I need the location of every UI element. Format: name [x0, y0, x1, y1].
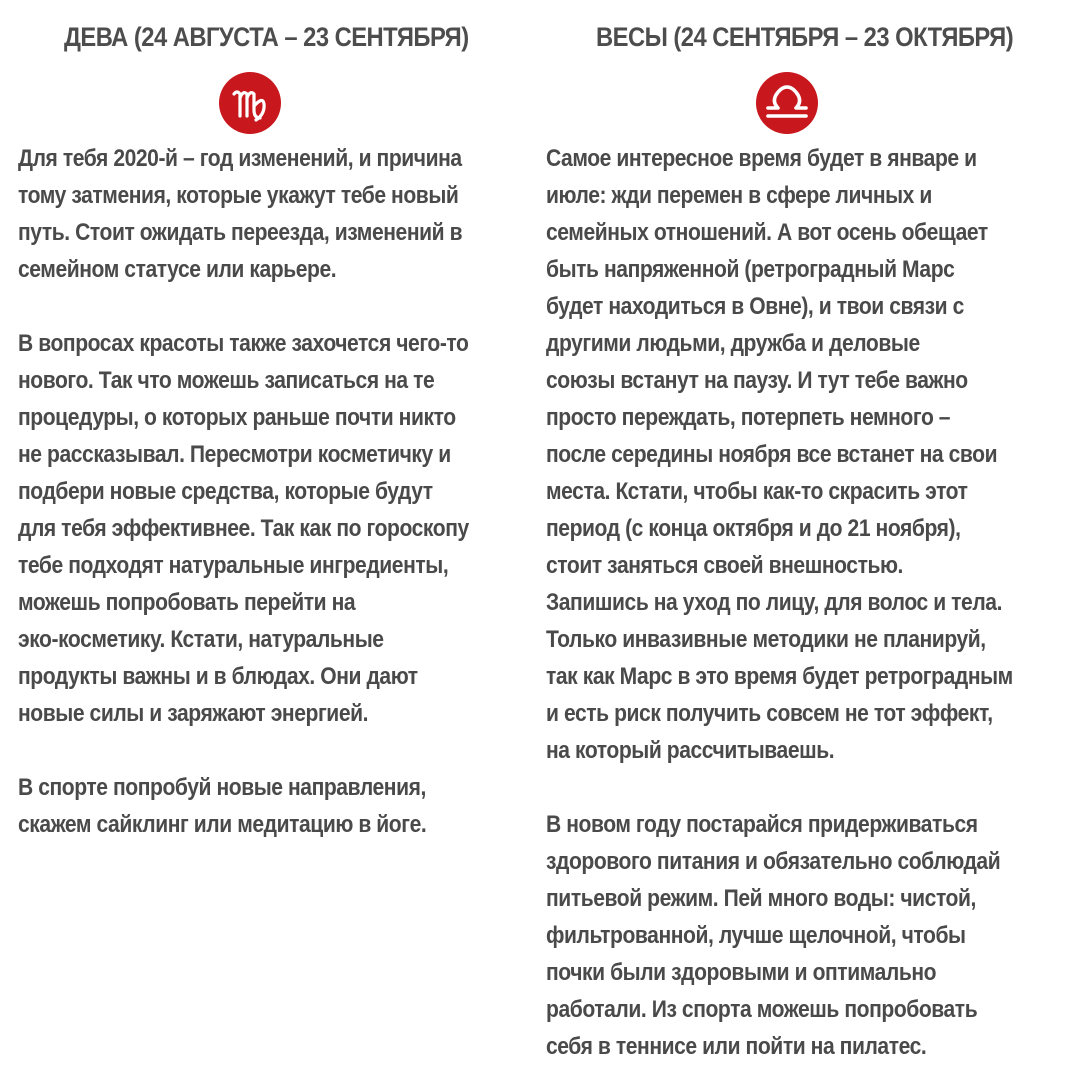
libra-symbol-icon	[756, 72, 818, 134]
libra-paragraph: Самое интересное время будет в январе и июле: жди перемен в сфере личных и семейных отношений. А вот осень обещает быть напряженной (ретроградный Марс будет находиться в Овне), и твои связи с другими людьми, дружба и деловые союзы встанут на паузу. И тут тебе важно просто переждать, потерпеть немного – после середины ноября все встанет на свои места. Кстати, чтобы как-то скрасить этот период (с конца октября и до 21 ноября), стоит заняться своей внешностью. Запишись на уход по лицу, для волос и тела. Только инвазивные методики не планируй, так как Марс в это время будет ретроградным и есть риск получить совсем не тот эффект, на который рассчитываешь.	[546, 145, 1013, 764]
libra-column	[546, 0, 1076, 1080]
virgo-symbol-icon	[219, 72, 281, 134]
virgo-paragraph: В спорте попробуй новые направления, скажем сайклинг или медитацию в йоге.	[18, 774, 427, 838]
virgo-title: ДЕВА (24 АВГУСТА – 23 СЕНТЯБРЯ)	[64, 22, 469, 52]
virgo-text	[18, 140, 528, 843]
libra-title: ВЕСЫ (24 СЕНТЯБРЯ – 23 ОКТЯБРЯ)	[596, 22, 1014, 52]
libra-text	[546, 140, 1076, 1065]
virgo-column	[18, 0, 528, 1080]
libra-paragraph: В новом году постарайся придерживаться здорового питания и обязательно соблюдай питьевой режим. Пей много воды: чистой, фильтрованной, лучше щелочной, чтобы почки были здоровыми и оптимально работали. Из спорта можешь попробовать себя в теннисе или пойти на пилатес.	[546, 811, 1001, 1060]
virgo-paragraph: Для тебя 2020-й – год изменений, и причина тому затмения, которые укажут тебе новый путь. Стоит ожидать переезда, изменений в семейном статусе или карьере.	[18, 145, 463, 283]
virgo-paragraph: В вопросах красоты также захочется чего-то нового. Так что можешь записаться на те процедуры, о которых раньше почти никто не рассказывал. Пересмотри косметичку и подбери новые средства, которые будут для тебя эффективнее. Так как по гороскопу тебе подходят натуральные ингредиенты, можешь попробовать перейти на эко-косметику. Кстати, натуральные продукты важны и в блюдах. Они дают новые силы и заряжают энергией.	[18, 330, 469, 727]
